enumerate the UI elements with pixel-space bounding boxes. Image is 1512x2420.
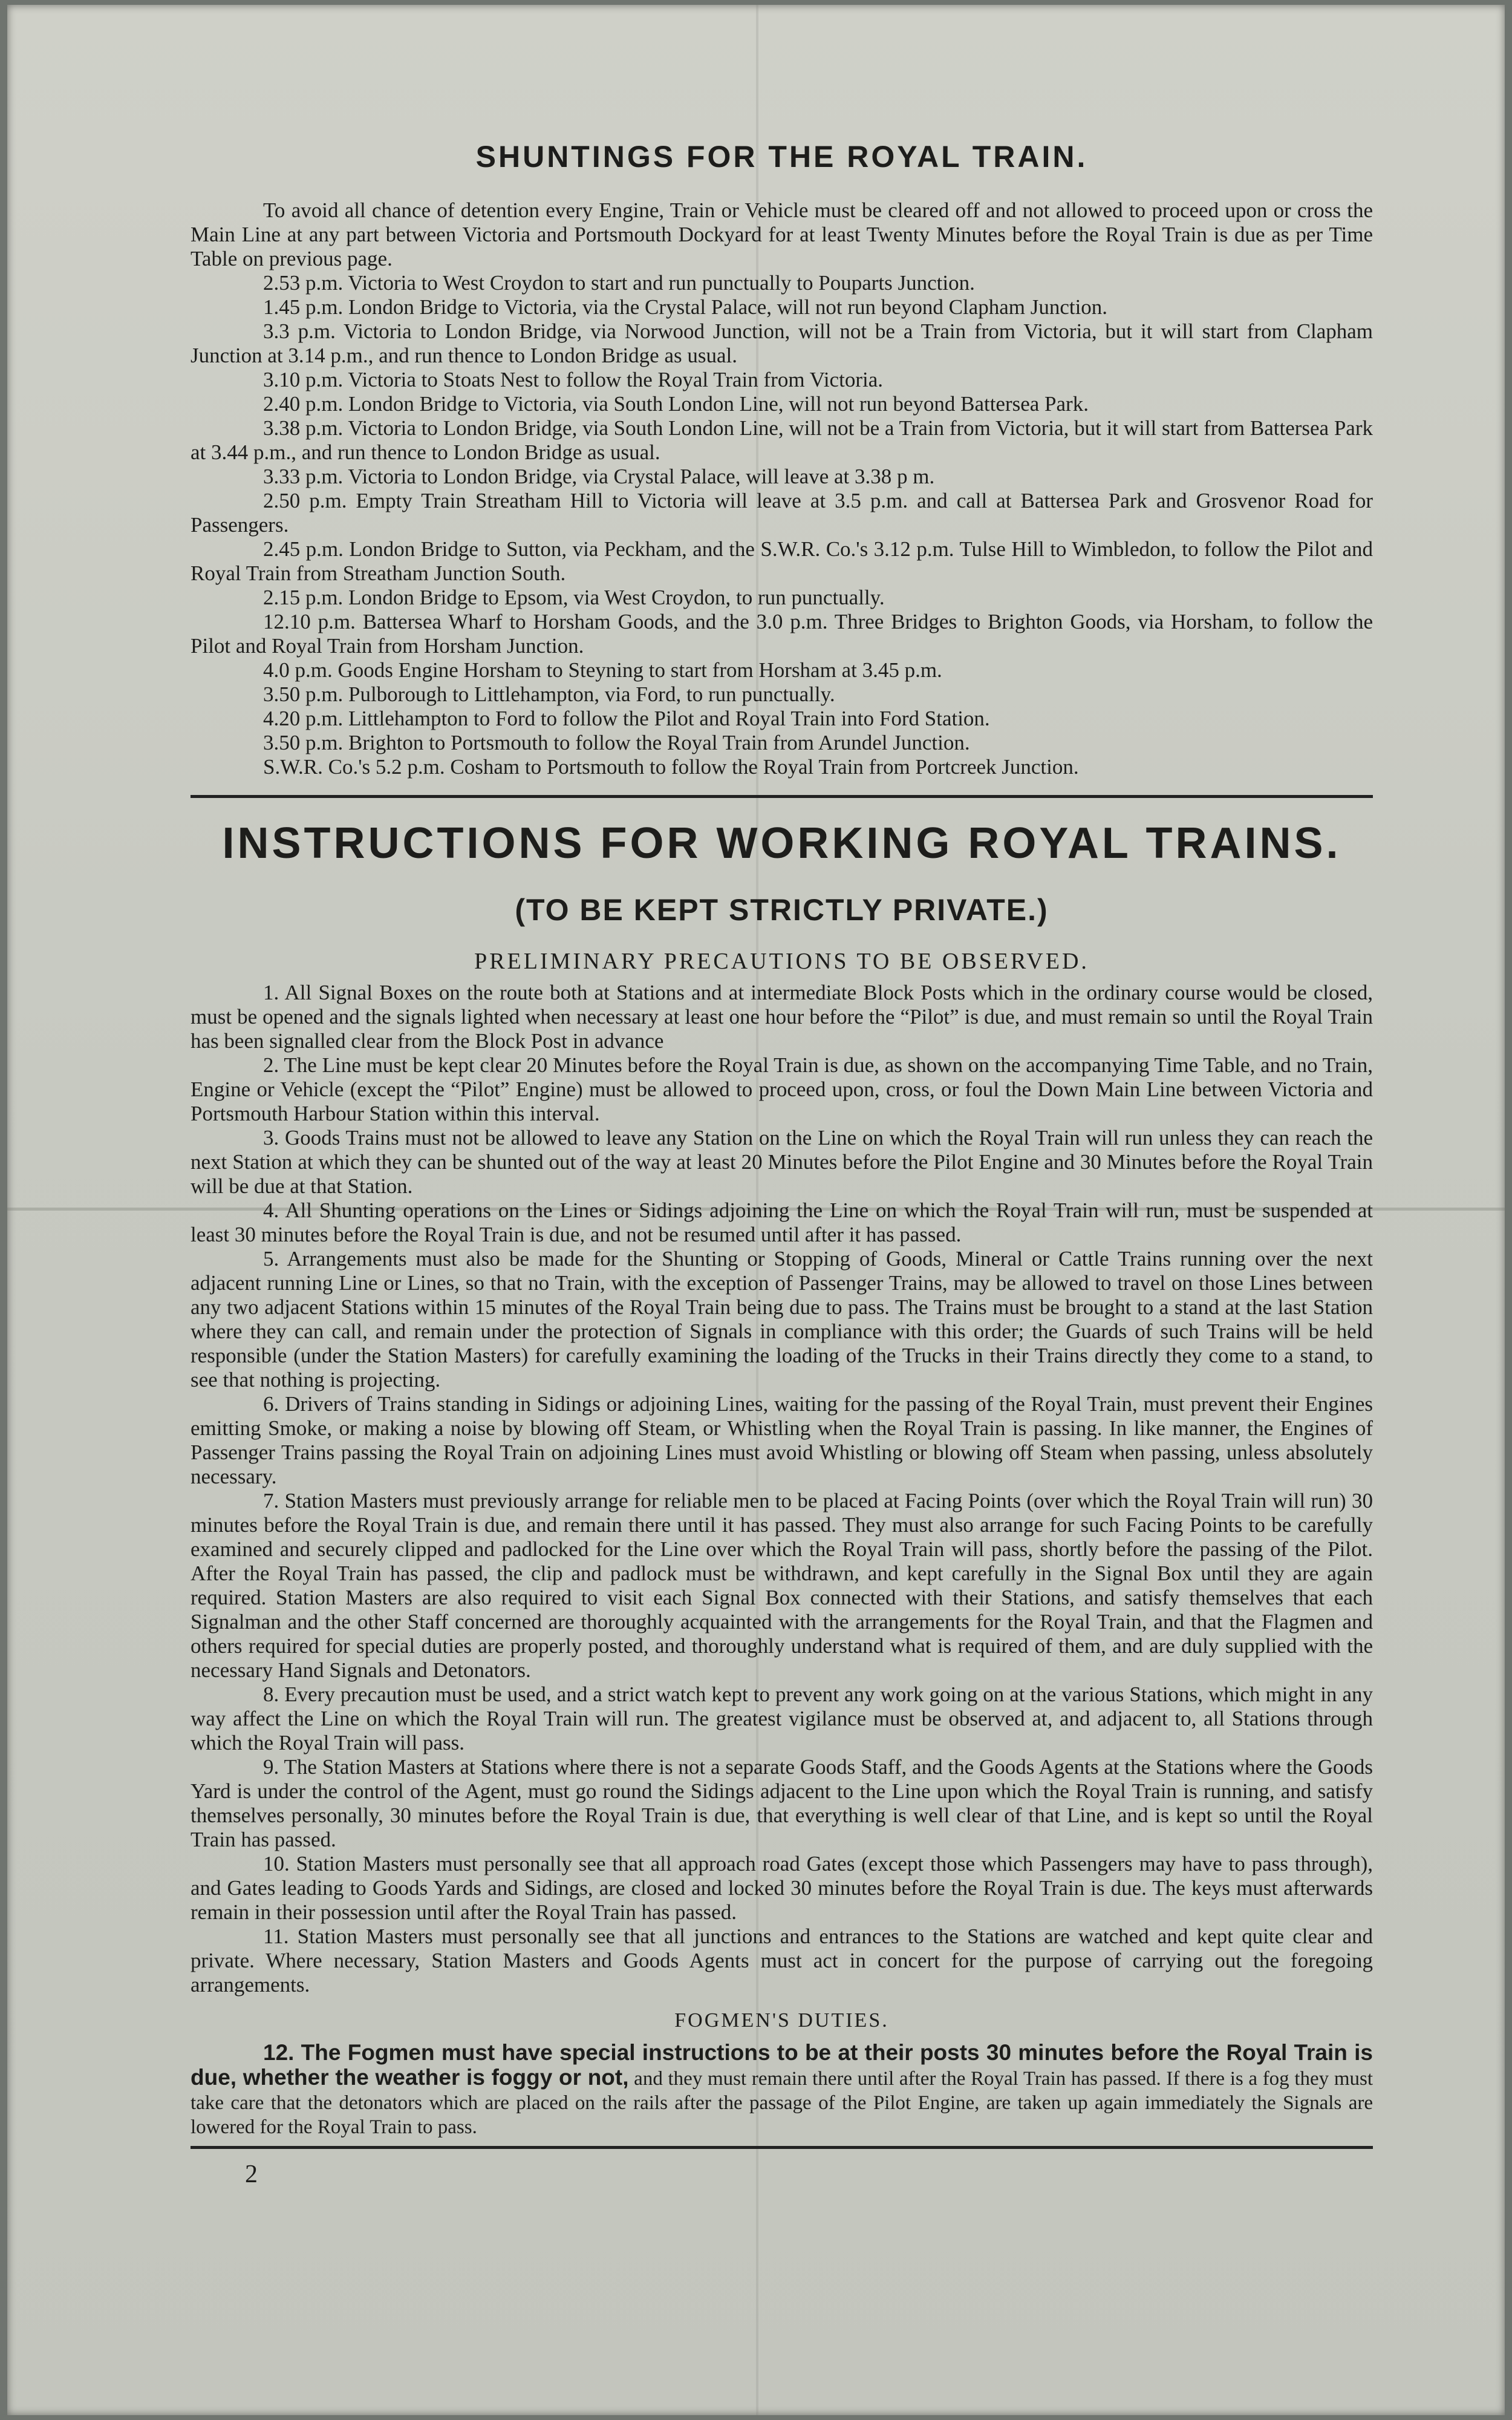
shunting-item: 4.20 p.m. Littlehampton to Ford to follow the Pilot and Royal Train into Ford Station. xyxy=(263,707,990,730)
instruction-paragraph: 11. Station Masters must personally see that all junctions and entrances to the Stations are watched and kept quite clear and private. Where necessary, Station Masters and Goods Agents must act in concert for the purpose of carrying out the foregoing arrangements. xyxy=(191,1925,1373,1996)
shunting-item: 2.53 p.m. Victoria to West Croydon to start and run punctually to Pouparts Junction. xyxy=(263,271,975,295)
shunting-item: 12.10 p.m. Battersea Wharf to Horsham Goods, and the 3.0 p.m. Three Bridges to Brighton Goods, via Horsham, to follow the Pilot and Royal Train from Horsham Junction. xyxy=(191,610,1373,658)
shunting-item: 3.50 p.m. Brighton to Portsmouth to follow the Royal Train from Arundel Junction. xyxy=(263,731,970,754)
instruction-paragraph: 6. Drivers of Trains standing in Sidings or adjoining Lines, waiting for the passing of the Royal Train, must prevent their Engines emitting Smoke, or making a noise by blowing off Steam, or Whistling when the Royal Train is passing. In like manner, the Engines of Passenger Trains passing the Royal Train on adjoining Lines must avoid Whistling or blowing off Steam when passing, unless absolutely necessary. xyxy=(191,1392,1373,1488)
shunting-item: 2.15 p.m. London Bridge to Epsom, via West Croydon, to run punctually. xyxy=(263,586,885,609)
instructions-subtitle: (TO BE KEPT STRICTLY PRIVATE.) xyxy=(515,893,1049,927)
fogmen-emphasis: 12. The Fogmen must have special instructions to be at their posts 30 minutes before the Royal Train is due, whether the weather is foggy or not, xyxy=(191,2040,1373,2090)
instructions-title: INSTRUCTIONS FOR WORKING ROYAL TRAINS. xyxy=(222,819,1341,868)
shuntings-intro: To avoid all chance of detention every Engine, Train or Vehicle must be cleared off and not allowed to proceed upon or cross the Main Line at any part between Victoria and Portsmouth Dockyard for at least Twenty Minutes before the Royal Train is due as per Time Table on previous page. xyxy=(191,198,1373,270)
shuntings-list xyxy=(191,271,1373,779)
instruction-paragraph: 3. Goods Trains must not be allowed to leave any Station on the Line on which the Royal Train will run unless they can reach the next Station at which they can be shunted out of the way at least 20 Minutes before the Pilot Engine and 30 Minutes before the Royal Train will be due at that Station. xyxy=(191,1126,1373,1198)
footer-divider xyxy=(191,2146,1373,2149)
instruction-paragraph: 5. Arrangements must also be made for the Shunting or Stopping of Goods, Mineral or Cattle Trains running over the next adjacent running Line or Lines, so that no Train, with the exception of Passenger Trains, may be allowed to travel on those Lines between any two adjacent Stations within 15 minutes of the Royal Train being due to pass. The Trains must be brought to a stand at the last Station where they can call, and remain under the protection of Signals in compliance with this order; the Guards of such Trains will be held responsible (under the Station Masters) for carefully examining the loading of the Trucks in their Trains directly they come to a stand, to see that nothing is projecting. xyxy=(191,1247,1373,1392)
fogmen-heading: FOGMEN'S DUTIES. xyxy=(674,2009,889,2032)
instruction-paragraph: 7. Station Masters must previously arrange for reliable men to be placed at Facing Points (over which the Royal Train will run) 30 minutes before the Royal Train is due, and remain there until it has passed. They must also arrange for such Facing Points to be carefully examined and securely clipped and padlocked for the Line over which the Royal Train will pass, shortly before the passing of the Pilot. After the Royal Train has passed, the clip and padlock must be withdrawn, and kept carefully in the Signal Box until they are again required. Station Masters are also required to visit each Signal Box connected with their Stations, and satisfy themselves that each Signalman and the other Staff concerned are thoroughly acquainted with the arrangements for the Royal Train, and that the Flagmen and others required for special duties are properly posted, and thoroughly understand what is required of them, and are duly supplied with the necessary Hand Signals and Detonators. xyxy=(191,1489,1373,1682)
instruction-paragraph: 1. All Signal Boxes on the route both at Stations and at intermediate Block Posts which in the ordinary course would be closed, must be opened and the signals lighted when necessary at least one hour before the “Pilot” is due, and must remain so until the Royal Train has been signalled clear from the Block Post in advance xyxy=(191,981,1373,1053)
shunting-item: 3.3 p.m. Victoria to London Bridge, via Norwood Junction, will not be a Train from Victoria, but it will start from Clapham Junction at 3.14 p.m., and run thence to London Bridge as usual. xyxy=(191,319,1373,367)
document-content xyxy=(191,139,1373,2189)
fogmen-rest: and they must remain there until after the Royal Train has passed. If there is a fog they must take care that the detonators which are placed on the rails after the passage of the Pilot Engine, are taken up again immediately the Signals are lowered for the Royal Train to pass. xyxy=(191,2068,1374,2138)
shunting-item: 3.38 p.m. Victoria to London Bridge, via South London Line, will not be a Train from Victoria, but it will start from Battersea Park at 3.44 p.m., and run thence to London Bridge as usual. xyxy=(191,416,1373,464)
shunting-item: S.W.R. Co.'s 5.2 p.m. Cosham to Portsmouth to follow the Royal Train from Portcreek Junction. xyxy=(263,755,1079,779)
instruction-paragraph: 8. Every precaution must be used, and a strict watch kept to prevent any work going on at the various Stations, which might in any way affect the Line on which the Royal Train will run. The greatest vigilance must be observed at, and adjacent to, all Stations through which the Royal Train will pass. xyxy=(191,1683,1373,1754)
shunting-item: 3.33 p.m. Victoria to London Bridge, via Crystal Palace, will leave at 3.38 p m. xyxy=(263,465,935,488)
instructions-list xyxy=(191,981,1373,1997)
instruction-paragraph: 10. Station Masters must personally see that all approach road Gates (except those which Passengers may have to pass through), and Gates leading to Goods Yards and Sidings, are closed and locked 30 minutes before the Royal Train is due. The keys must afterwards remain in their possession until after the Royal Train has passed. xyxy=(191,1852,1373,1924)
shuntings-title: SHUNTINGS FOR THE ROYAL TRAIN. xyxy=(475,140,1088,174)
shunting-item: 4.0 p.m. Goods Engine Horsham to Steyning to start from Horsham at 3.45 p.m. xyxy=(263,658,942,682)
shunting-item: 2.45 p.m. London Bridge to Sutton, via Peckham, and the S.W.R. Co.'s 3.12 p.m. Tulse Hill to Wimbledon, to follow the Pilot and Royal Train from Streatham Junction South. xyxy=(191,537,1373,585)
instruction-paragraph: 4. All Shunting operations on the Lines or Sidings adjoining the Line on which the Royal Train will run, must be suspended at least 30 minutes before the Royal Train is due, and not be resumed until after it has passed. xyxy=(191,1199,1373,1246)
precautions-heading: PRELIMINARY PRECAUTIONS TO BE OBSERVED. xyxy=(474,949,1089,974)
section-divider xyxy=(191,795,1373,798)
shunting-item: 3.10 p.m. Victoria to Stoats Nest to follow the Royal Train from Victoria. xyxy=(263,368,883,391)
instruction-paragraph: 9. The Station Masters at Stations where there is not a separate Goods Staff, and the Goods Agents at the Stations where the Goods Yard is under the control of the Agent, must go round the Sidings adjacent to the Line upon which the Royal Train is running, and satisfy themselves personally, 30 minutes before the Royal Train is due, that everything is well clear of that Line, and is kept so until the Royal Train has passed. xyxy=(191,1755,1373,1851)
shunting-item: 1.45 p.m. London Bridge to Victoria, via the Crystal Palace, will not run beyond Clapham Junction. xyxy=(263,295,1108,319)
page-number: 2 xyxy=(245,2160,258,2188)
fogmen-paragraph xyxy=(191,2041,1373,2139)
instruction-paragraph: 2. The Line must be kept clear 20 Minutes before the Royal Train is due, as shown on the accompanying Time Table, and no Train, Engine or Vehicle (except the “Pilot” Engine) must be allowed to proceed upon, cross, or foul the Down Main Line between Victoria and Portsmouth Harbour Station within this interval. xyxy=(191,1053,1373,1125)
shunting-item: 2.50 p.m. Empty Train Streatham Hill to Victoria will leave at 3.5 p.m. and call at Battersea Park and Grosvenor Road for Passengers. xyxy=(191,489,1373,537)
shunting-item: 3.50 p.m. Pulborough to Littlehampton, via Ford, to run punctually. xyxy=(263,682,835,706)
shunting-item: 2.40 p.m. London Bridge to Victoria, via South London Line, will not run beyond Battersea Park. xyxy=(263,392,1089,416)
